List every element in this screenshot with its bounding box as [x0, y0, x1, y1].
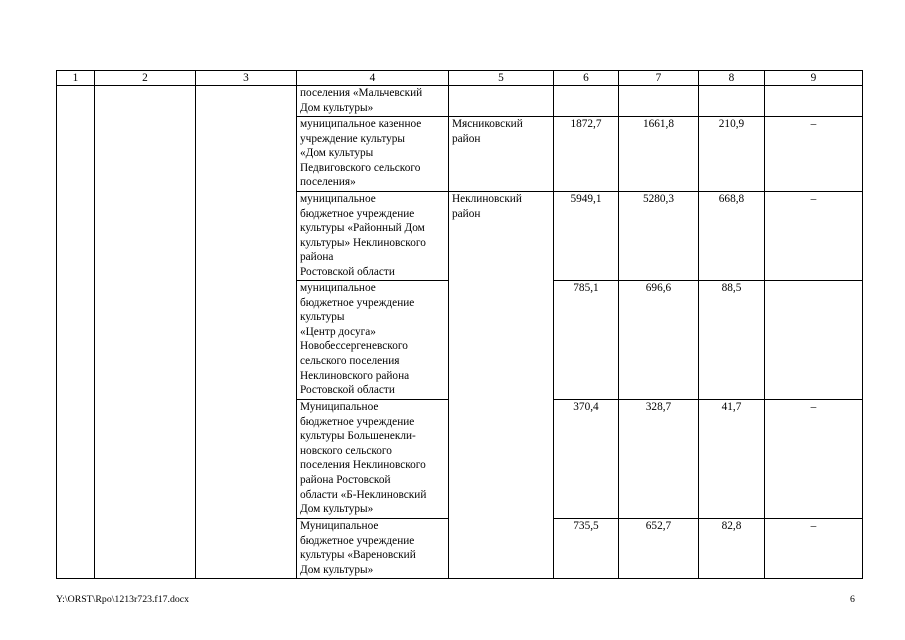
- value-col6: 370,4: [554, 400, 619, 519]
- header-cell: 5: [449, 71, 554, 86]
- institution-cell: муниципальное казенное учреждение культуры «Дом культуры Педвиговского сельского поселения»: [297, 117, 449, 192]
- header-cell: 1: [57, 71, 95, 86]
- value-col8: 668,8: [699, 192, 765, 281]
- header-cell: 2: [95, 71, 196, 86]
- value-col6: 785,1: [554, 281, 619, 400]
- institution-cell: Муниципальное бюджетное учреждение культуры «Вареновский Дом культуры»: [297, 519, 449, 579]
- value-col9: [765, 86, 863, 117]
- value-col7: 328,7: [619, 400, 699, 519]
- col1-cell: [57, 86, 95, 579]
- institution-cell: поселения «Мальчевский Дом культуры»: [297, 86, 449, 117]
- value-col6: [554, 86, 619, 117]
- value-col7: 652,7: [619, 519, 699, 579]
- value-col9: [765, 281, 863, 400]
- institution-cell: муниципальное бюджетное учреждение культуры «Районный Дом культуры» Неклиновского района Ростовской области: [297, 192, 449, 281]
- value-col6: 5949,1: [554, 192, 619, 281]
- institution-cell: Муниципальное бюджетное учреждение культуры Большенекли- новского сельского поселения Неклиновского района Ростовской области «Б-Неклиновский Дом культуры»: [297, 400, 449, 519]
- value-col8: [699, 86, 765, 117]
- value-col7: [619, 86, 699, 117]
- header-cell: 8: [699, 71, 765, 86]
- value-col9: –: [765, 519, 863, 579]
- value-col6: 735,5: [554, 519, 619, 579]
- header-cell: 6: [554, 71, 619, 86]
- col2-cell: [95, 86, 196, 579]
- value-col9: –: [765, 400, 863, 519]
- district-cell: [449, 86, 554, 117]
- header-cell: 4: [297, 71, 449, 86]
- institution-cell: муниципальное бюджетное учреждение культуры «Центр досуга» Новобессергеневского сельского поселения Неклиновского района Ростовской области: [297, 281, 449, 400]
- header-cell: 7: [619, 71, 699, 86]
- value-col7: 5280,3: [619, 192, 699, 281]
- value-col8: 88,5: [699, 281, 765, 400]
- district-cell: Мясниковский район: [449, 117, 554, 192]
- header-cell: 3: [196, 71, 297, 86]
- district-cell: Неклиновский район: [449, 192, 554, 579]
- value-col6: 1872,7: [554, 117, 619, 192]
- file-path: Y:\ORST\Rpo\1213r723.f17.docx: [56, 594, 189, 605]
- value-col7: 1661,8: [619, 117, 699, 192]
- value-col8: 210,9: [699, 117, 765, 192]
- value-col9: –: [765, 192, 863, 281]
- value-col7: 696,6: [619, 281, 699, 400]
- col3-cell: [196, 86, 297, 579]
- value-col8: 41,7: [699, 400, 765, 519]
- header-row: [57, 71, 863, 86]
- budget-table: [56, 70, 863, 579]
- value-col9: –: [765, 117, 863, 192]
- header-cell: 9: [765, 71, 863, 86]
- page-number: 6: [850, 594, 855, 605]
- table-row: [57, 86, 863, 117]
- value-col8: 82,8: [699, 519, 765, 579]
